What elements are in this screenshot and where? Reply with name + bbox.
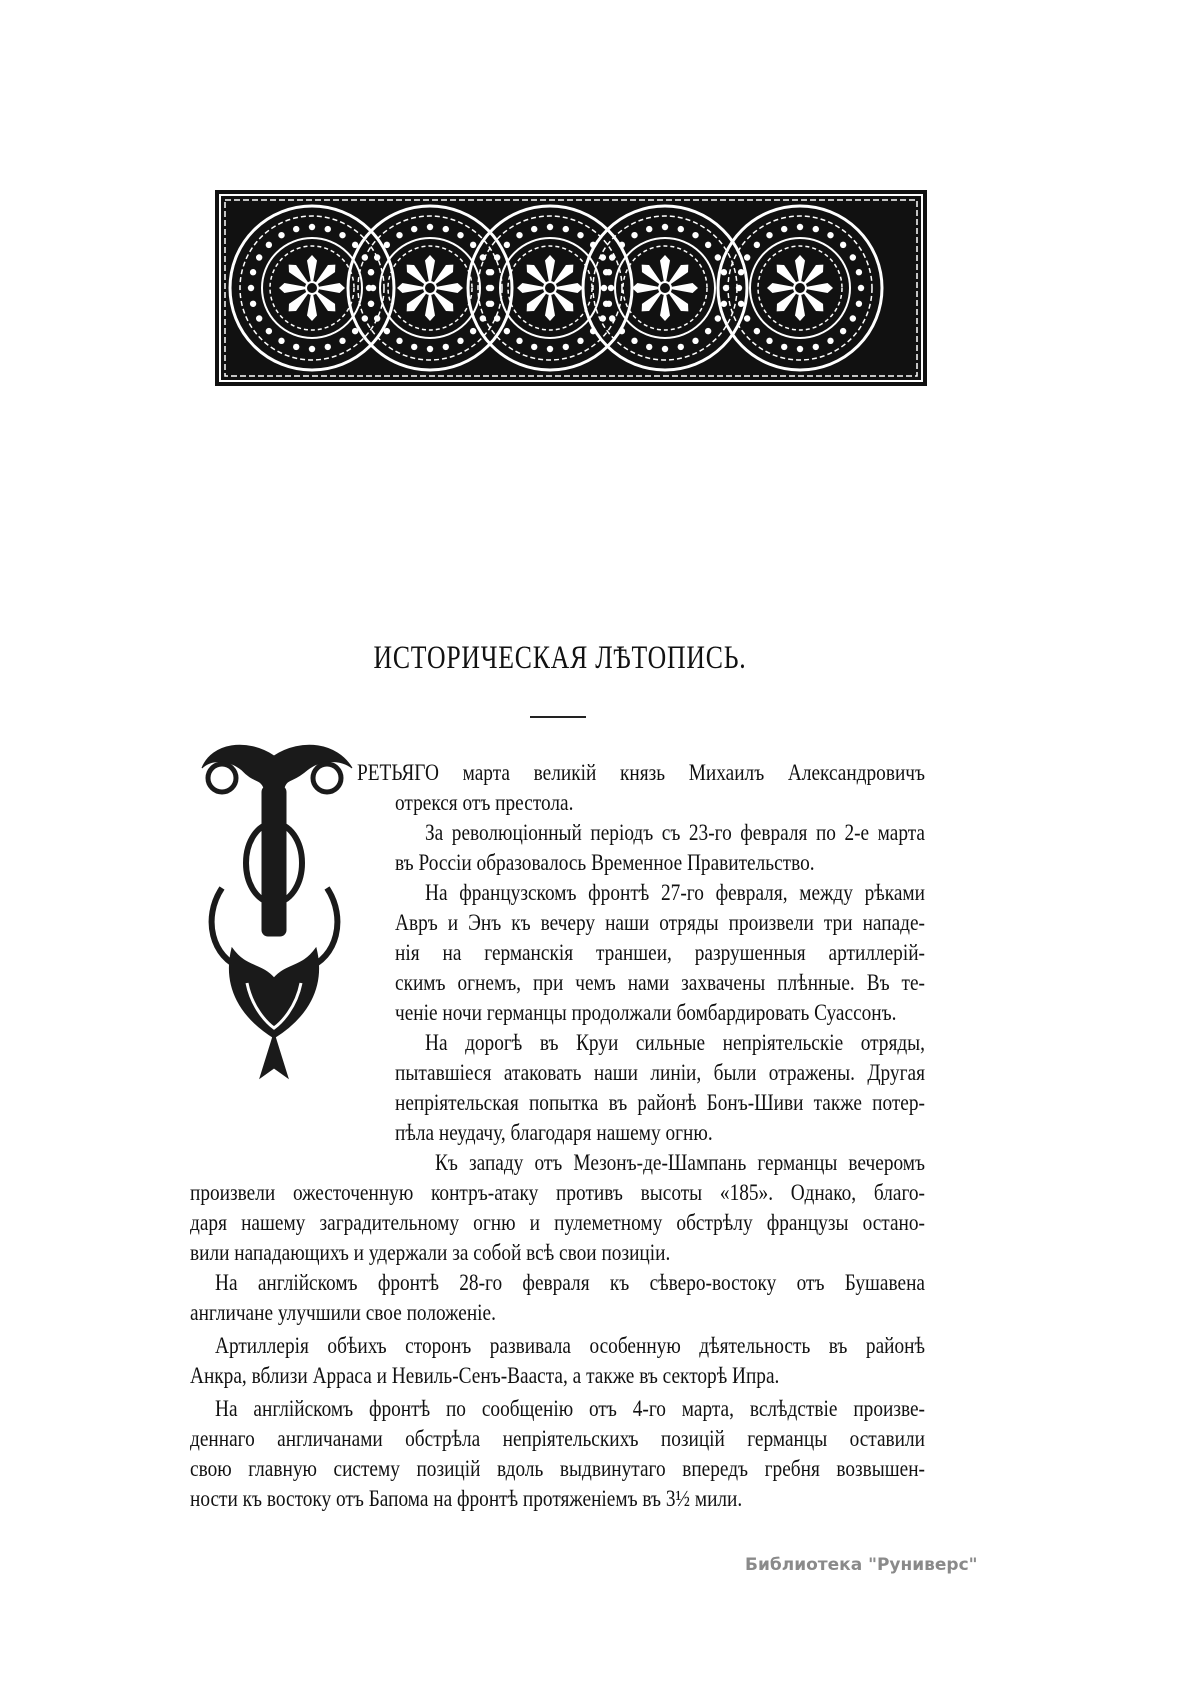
- medallion-dot: [384, 242, 390, 248]
- text-line: На англійскомъ фронтѣ по сообщенію отъ 4-го марта, вслѣдствіе произве-: [215, 1396, 925, 1421]
- medallion-dot: [374, 254, 380, 260]
- medallion-dot: [631, 338, 637, 344]
- star-center: [306, 282, 318, 294]
- medallion-dot: [738, 301, 744, 307]
- medallion-dot: [601, 285, 607, 291]
- text-line: На французскомъ фронтѣ 27-го февраля, между рѣками: [425, 880, 925, 905]
- medallion-dot: [577, 338, 583, 344]
- medallion-dot: [813, 226, 819, 232]
- medallion-dot: [608, 285, 614, 291]
- medallion-dot: [384, 328, 390, 334]
- medallion-dot: [781, 226, 787, 232]
- text-line: На дорогѣ въ Круи сильные непріятельскіе отряды,: [425, 1030, 925, 1055]
- medallion-dot: [266, 328, 272, 334]
- medallion-dot: [827, 232, 833, 238]
- medallion-dot: [754, 242, 760, 248]
- text-line: Анкра, вблизи Арраса и Невиль-Сенъ-Вааста, а также въ секторѣ Ипра.: [190, 1363, 780, 1388]
- text-line: деннаго англичанами обстрѣла непріятельскихъ позицій германцы оставили: [190, 1426, 925, 1451]
- medallion-dot: [368, 269, 374, 275]
- medallion-dot: [339, 338, 345, 344]
- medallion-dot: [563, 226, 569, 232]
- text-line: пѣла неудачу, благодаря нашему огню.: [395, 1120, 713, 1145]
- text-line: нія на германскія траншеи, разрушенныя артиллерій-: [395, 940, 925, 965]
- ornamental-headpiece: [215, 190, 927, 386]
- medallion-dot: [411, 226, 417, 232]
- medallion-dot: [457, 232, 463, 238]
- medallion-dot: [563, 344, 569, 350]
- medallion-dot: [250, 301, 256, 307]
- medallion-dot: [488, 301, 494, 307]
- medallion-dot: [850, 254, 856, 260]
- medallion-dot: [856, 301, 862, 307]
- text-line: непріятельская попытка въ районѣ Бонъ-Шиви также потер-: [395, 1090, 925, 1115]
- medallion-dot: [547, 224, 553, 230]
- medallion-dot: [827, 338, 833, 344]
- star-center: [659, 282, 671, 294]
- medallion-dot: [366, 285, 372, 291]
- medallion-dot: [325, 226, 331, 232]
- medallion-dot: [692, 232, 698, 238]
- text-line: Къ западу отъ Мезонъ-де-Шампань германцы вечеромъ: [435, 1150, 925, 1175]
- medallion-dot: [744, 315, 750, 321]
- medallion-dot: [850, 315, 856, 321]
- medallion-dot: [856, 269, 862, 275]
- medallion-dot: [248, 285, 254, 291]
- text-line: РЕТЬЯГО марта великій князь Михаилъ Александровичъ: [357, 760, 925, 785]
- medallion-dot: [738, 269, 744, 275]
- medallion-dot: [531, 344, 537, 350]
- medallion-dot: [678, 344, 684, 350]
- medallion-dot: [715, 315, 721, 321]
- medallion-dot: [309, 346, 315, 352]
- medallion-dot: [443, 344, 449, 350]
- star-center: [424, 282, 436, 294]
- text-line: На англійскомъ фронтѣ 28-го февраля къ сѣверо-востоку отъ Бушавена: [215, 1270, 925, 1295]
- text-line: свою главную систему позицій вдоль выдвинутаго впередъ гребня возвышен-: [190, 1456, 925, 1481]
- medallion-dot: [411, 344, 417, 350]
- medallion-dot: [396, 338, 402, 344]
- text-line: англичане улучшили свое положеніе.: [190, 1300, 496, 1325]
- star-center: [794, 282, 806, 294]
- medallion-dot: [781, 344, 787, 350]
- medallion-dot: [766, 232, 772, 238]
- medallion-dot: [470, 242, 476, 248]
- medallion-dot: [858, 285, 864, 291]
- text-line: ченіе ночи германцы продолжали бомбардировать Суассонъ.: [395, 1000, 897, 1025]
- page-title: ИСТОРИЧЕСКАЯ ЛѢТОПИСЬ.: [373, 640, 747, 676]
- text-line: даря нашему заградительному огню и пулеметному обстрѣлу французы остано-: [190, 1210, 925, 1235]
- medallion-dot: [547, 346, 553, 352]
- star-center: [544, 282, 556, 294]
- medallion-dot: [662, 224, 668, 230]
- medallion-dot: [619, 328, 625, 334]
- medallion-dot: [516, 232, 522, 238]
- medallion-dot: [631, 232, 637, 238]
- medallion-dot: [705, 328, 711, 334]
- medallion-dot: [678, 226, 684, 232]
- medallion-dot: [531, 226, 537, 232]
- medallion-dot: [256, 254, 262, 260]
- text-line: вили нападающихъ и удержали за собой всѣ свои позиціи.: [190, 1240, 671, 1265]
- medallion-dot: [396, 232, 402, 238]
- medallion-dot: [256, 315, 262, 321]
- medallion-dot: [646, 226, 652, 232]
- text-line: За революціонный періодъ съ 23-го февраля по 2-е марта: [425, 820, 925, 845]
- text-line: Авръ и Энъ къ вечеру наши отряды произвели три нападе-: [395, 910, 925, 935]
- medallion-dot: [603, 301, 609, 307]
- medallion-dot: [427, 346, 433, 352]
- medallion-dot: [293, 226, 299, 232]
- drop-cap-ornament: [192, 738, 357, 1093]
- medallion-dot: [443, 226, 449, 232]
- medallion-dot: [325, 344, 331, 350]
- medallion-dot: [840, 328, 846, 334]
- medallion-dot: [504, 242, 510, 248]
- text-line: отрекся отъ престола.: [395, 790, 574, 815]
- medallion-dot: [721, 269, 727, 275]
- medallion-dot: [470, 328, 476, 334]
- medallion-dot: [457, 338, 463, 344]
- medallion-dot: [813, 344, 819, 350]
- medallion-dot: [368, 301, 374, 307]
- medallion-dot: [797, 346, 803, 352]
- medallion-dot: [609, 254, 615, 260]
- medallion-dot: [266, 242, 272, 248]
- medallion-dot: [715, 254, 721, 260]
- medallion-dot: [692, 338, 698, 344]
- medallion-dot: [486, 285, 492, 291]
- medallion-dot: [339, 232, 345, 238]
- medallion-dot: [744, 254, 750, 260]
- medallion-dot: [494, 315, 500, 321]
- medallion-dot: [250, 269, 256, 275]
- medallion-dot: [619, 242, 625, 248]
- medallion-dot: [766, 338, 772, 344]
- medallion-dot: [754, 328, 760, 334]
- medallion-dot: [516, 338, 522, 344]
- medallion-dot: [662, 346, 668, 352]
- title-divider: [530, 716, 586, 718]
- library-watermark: Библиотека "Руниверс": [745, 1555, 978, 1575]
- medallion-dot: [293, 344, 299, 350]
- medallion-dot: [840, 242, 846, 248]
- medallion-dot: [609, 315, 615, 321]
- medallion-dot: [278, 232, 284, 238]
- text-line: скимъ огнемъ, при чемъ нами захвачены плѣнные. Въ те-: [395, 970, 925, 995]
- medallion-dot: [721, 301, 727, 307]
- text-line: въ Россіи образовалось Временное Правительство.: [395, 850, 815, 875]
- medallion-dot: [797, 224, 803, 230]
- medallion-dot: [646, 344, 652, 350]
- medallion-dot: [603, 269, 609, 275]
- medallion-dot: [577, 232, 583, 238]
- text-line: произвели ожесточенную контръ-атаку противъ высоты «185». Однако, благо-: [190, 1180, 925, 1205]
- medallion-dot: [705, 242, 711, 248]
- medallion-dot: [278, 338, 284, 344]
- medallion-dot: [309, 224, 315, 230]
- medallion-dot: [494, 254, 500, 260]
- medallion-dot: [488, 269, 494, 275]
- text-line: пытавшіеся атаковать наши линіи, были отражены. Другая: [395, 1060, 925, 1085]
- text-line: ности къ востоку отъ Бапома на фронтѣ протяженіемъ въ 3½ мили.: [190, 1486, 743, 1511]
- medallion-dot: [736, 285, 742, 291]
- medallion-dot: [504, 328, 510, 334]
- medallion-dot: [427, 224, 433, 230]
- text-line: Артиллерія обѣихъ сторонъ развивала особенную дѣятельность въ районѣ: [215, 1333, 925, 1358]
- medallion-dot: [374, 315, 380, 321]
